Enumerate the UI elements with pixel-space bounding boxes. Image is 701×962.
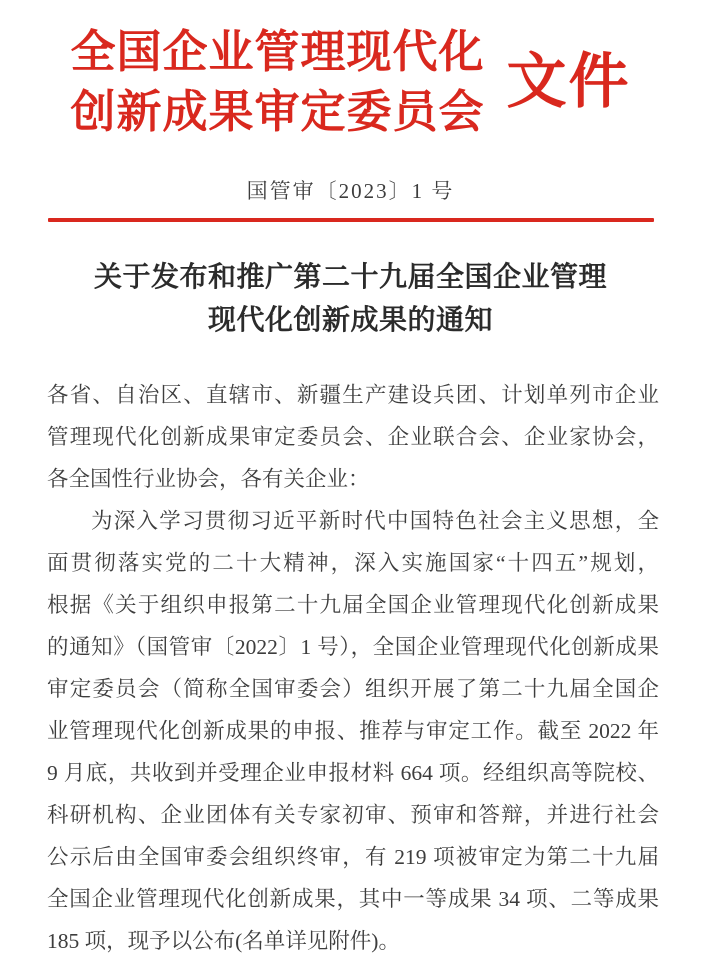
body-line: 的通知》（国管审〔2022〕1 号），全国企业管理现代化创新成果 bbox=[47, 635, 659, 659]
salutation bbox=[47, 374, 659, 500]
body-line: 185 项，现予以公布(名单详见附件)。 bbox=[47, 929, 400, 953]
body-line: 根据《关于组织申报第二十九届全国企业管理现代化创新成果 bbox=[47, 593, 659, 617]
document-body bbox=[47, 374, 659, 962]
body-line: 公示后由全国审委会组织终审，有 219 项被审定为第二十九届 bbox=[47, 845, 659, 869]
body-paragraph bbox=[47, 500, 659, 962]
salutation-line: 管理现代化创新成果审定委员会、企业联合会、企业家协会， bbox=[47, 425, 659, 449]
body-line: 面贯彻落实党的二十大精神，深入实施国家“十四五”规划， bbox=[47, 551, 659, 575]
issuer-name-line-2: 创新成果审定委员会 bbox=[70, 87, 485, 137]
issuer-name-line-1: 全国企业管理现代化 bbox=[70, 27, 485, 77]
body-line: 业管理现代化创新成果的申报、推荐与审定工作。截至 2022 年 bbox=[47, 719, 659, 743]
body-line: 9 月底，共收到并受理企业申报材料 664 项。经组织高等院校、 bbox=[47, 761, 659, 785]
body-line: 科研机构、企业团体有关专家初审、预审和答辩，并进行社会 bbox=[47, 803, 659, 827]
document-type-label: 文件 bbox=[506, 49, 631, 115]
document-number: 国管审〔2023〕1 号 bbox=[246, 179, 455, 203]
issuer-name bbox=[70, 22, 484, 142]
body-line: 为深入学习贯彻习近平新时代中国特色社会主义思想，全 bbox=[91, 509, 659, 533]
body-line: 审定委员会（简称全国审委会）组织开展了第二十九届全国企 bbox=[47, 677, 659, 701]
document-title-line-2: 现代化创新成果的通知 bbox=[207, 305, 493, 336]
letterhead bbox=[0, 0, 701, 142]
salutation-line: 各全国性行业协会，各有关企业： bbox=[47, 467, 370, 491]
salutation-line: 各省、自治区、直辖市、新疆生产建设兵团、计划单列市企业 bbox=[47, 383, 659, 407]
document-title-line-1: 关于发布和推广第二十九届全国企业管理 bbox=[93, 262, 607, 293]
body-line: 全国企业管理现代化创新成果，其中一等成果 34 项、二等成果 bbox=[47, 887, 659, 911]
document-title bbox=[0, 256, 701, 342]
red-separator-line bbox=[48, 218, 654, 222]
